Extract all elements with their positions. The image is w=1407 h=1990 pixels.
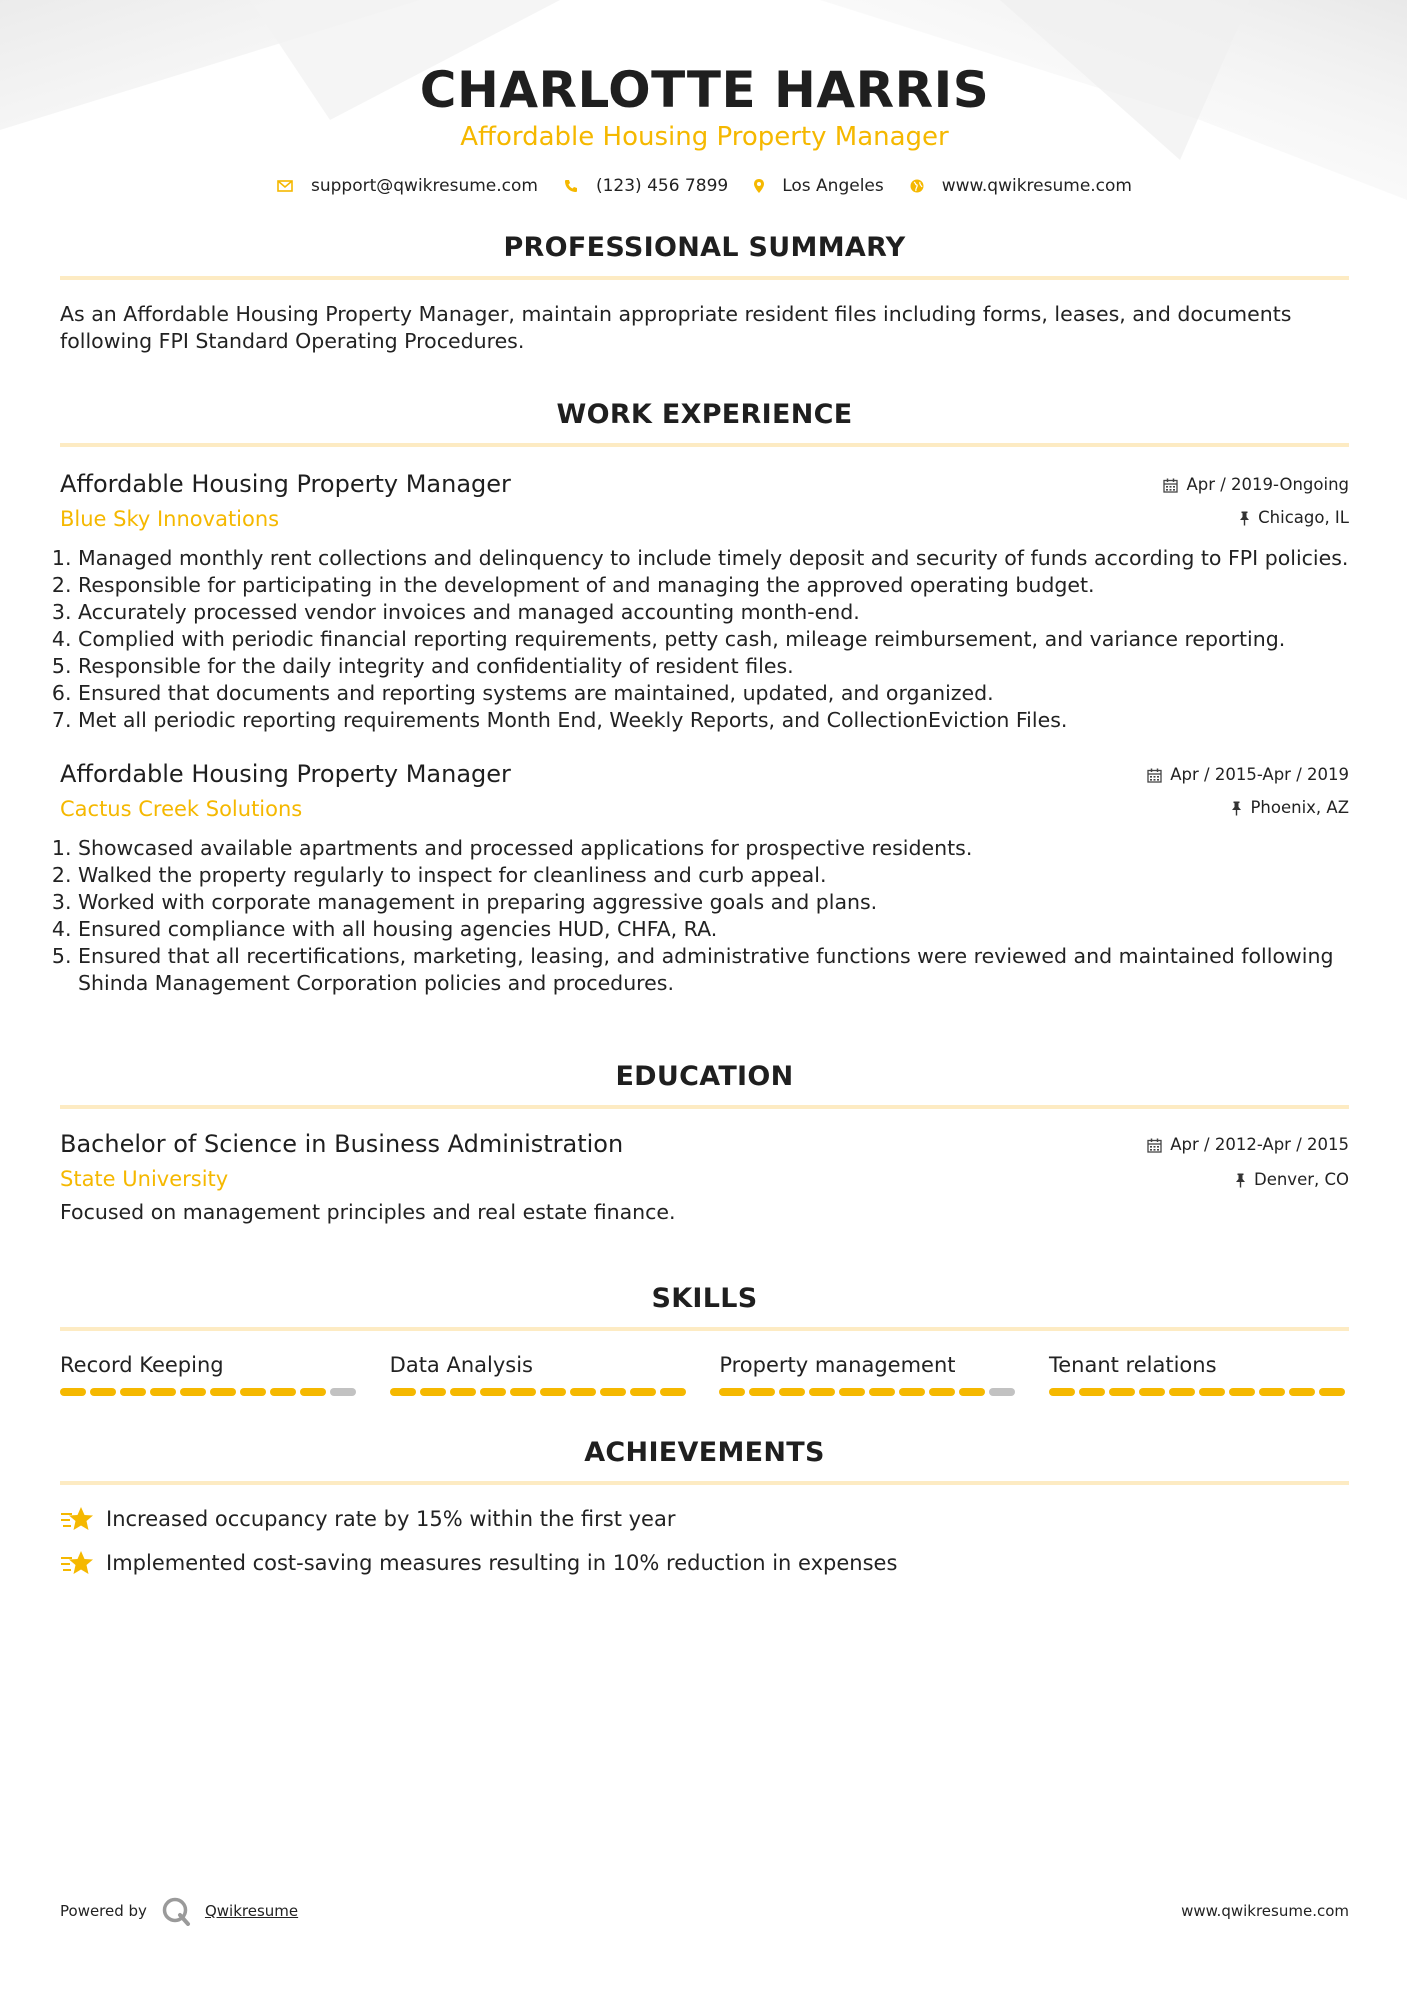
summary-heading: PROFESSIONAL SUMMARY	[503, 232, 906, 263]
calendar-icon	[1147, 1138, 1162, 1153]
skill-dot-empty	[330, 1388, 356, 1396]
skill-dot-filled	[1199, 1388, 1225, 1396]
job-entry	[60, 469, 1349, 734]
skill-dot-filled	[630, 1388, 656, 1396]
phone-text: (123) 456 7899	[595, 176, 729, 196]
skill-dot-filled	[929, 1388, 955, 1396]
resume-header	[60, 0, 1349, 196]
job-dates	[1147, 764, 1349, 786]
skill-dot-filled	[450, 1388, 476, 1396]
skill-item	[719, 1351, 1019, 1396]
list-item: 3. Worked with corporate management in preparing aggressive goals and plans.	[78, 889, 1349, 916]
skill-dot-filled	[809, 1388, 835, 1396]
skill-dot-filled	[420, 1388, 446, 1396]
list-item: 6. Ensured that documents and reporting systems are maintained, updated, and organized.	[78, 680, 1349, 707]
job-bullets	[60, 545, 1349, 734]
skill-dot-filled	[180, 1388, 206, 1396]
skill-dot-filled	[150, 1388, 176, 1396]
summary-text: As an Affordable Housing Property Manager, maintain appropriate resident files including forms, leases, and documents following FPI Standard Operating Procedures.	[60, 302, 1292, 353]
candidate-title: Affordable Housing Property Manager	[460, 122, 949, 152]
list-item: 7. Met all periodic reporting requirements Month End, Weekly Reports, and CollectionEviction Files.	[78, 707, 1349, 734]
job-location	[1163, 507, 1349, 529]
achievement-item	[60, 1505, 1349, 1533]
list-item: 1. Managed monthly rent collections and delinquency to include timely deposit and security of funds according to FPI policies.	[78, 545, 1349, 572]
contact-email[interactable]	[277, 176, 538, 196]
globe-icon	[910, 179, 924, 193]
contact-phone[interactable]	[564, 176, 728, 196]
skill-dot-filled	[270, 1388, 296, 1396]
skill-dot-filled	[1079, 1388, 1105, 1396]
job-location-text: Phoenix, AZ	[1250, 798, 1349, 817]
skill-dot-filled	[210, 1388, 236, 1396]
skill-dot-filled	[719, 1388, 745, 1396]
list-item: 5. Ensured that all recertifications, marketing, leasing, and administrative functions were reviewed and maintained following Shinda Management Corporation policies and procedures.	[78, 943, 1349, 997]
school-name: State University	[60, 1167, 229, 1191]
section-divider	[60, 1105, 1349, 1109]
list-item: 1. Showcased available apartments and processed applications for prospective residents.	[78, 835, 1349, 862]
skill-dot-filled	[1169, 1388, 1195, 1396]
experience-heading: WORK EXPERIENCE	[556, 399, 853, 430]
powered-by-label: Powered by	[60, 1902, 147, 1920]
skill-dot-filled	[660, 1388, 686, 1396]
list-item: 4. Complied with periodic financial reporting requirements, petty cash, mileage reimbursement, and variance reporting.	[78, 626, 1349, 653]
calendar-icon	[1147, 768, 1162, 783]
education-section	[60, 1060, 1349, 1226]
experience-section	[60, 398, 1349, 997]
skill-name: Tenant relations	[1048, 1353, 1217, 1377]
skill-dot-filled	[1109, 1388, 1135, 1396]
skill-rating	[390, 1388, 690, 1396]
skills-list	[60, 1351, 1349, 1396]
skill-dot-filled	[90, 1388, 116, 1396]
qwikresume-link[interactable]: Qwikresume	[204, 1902, 299, 1920]
candidate-name: CHARLOTTE HARRIS	[419, 61, 990, 119]
list-item: 3. Accurately processed vendor invoices and managed accounting month-end.	[78, 599, 1349, 626]
job-entry	[60, 759, 1349, 997]
skill-dot-filled	[839, 1388, 865, 1396]
skill-item	[1049, 1351, 1349, 1396]
section-divider	[60, 276, 1349, 280]
list-item: 5. Responsible for the daily integrity and confidentiality of resident files.	[78, 653, 1349, 680]
job-company: Cactus Creek Solutions	[60, 797, 303, 821]
skill-rating	[60, 1388, 360, 1396]
job-dates	[1163, 474, 1349, 496]
education-description: Focused on management principles and real estate finance.	[60, 1200, 676, 1224]
pushpin-icon	[1239, 511, 1250, 526]
page-footer	[60, 1896, 1349, 1926]
skill-dot-filled	[779, 1388, 805, 1396]
summary-section	[60, 231, 1349, 355]
skill-item	[60, 1351, 360, 1396]
section-divider	[60, 1481, 1349, 1485]
powered-by	[60, 1896, 298, 1926]
job-location	[1147, 797, 1349, 819]
skill-dot-filled	[300, 1388, 326, 1396]
skill-dot-filled	[959, 1388, 985, 1396]
skill-rating	[719, 1388, 1019, 1396]
skill-dot-filled	[600, 1388, 626, 1396]
list-item: 2. Walked the property regularly to inspect for cleanliness and curb appeal.	[78, 862, 1349, 889]
map-marker-icon	[754, 179, 764, 193]
skill-dot-filled	[1139, 1388, 1165, 1396]
skill-dot-filled	[1259, 1388, 1285, 1396]
achievement-text: Implemented cost-saving measures resulting in 10% reduction in expenses	[106, 1551, 898, 1575]
job-location-text: Chicago, IL	[1258, 508, 1349, 527]
education-location	[1147, 1169, 1349, 1191]
skills-section	[60, 1282, 1349, 1396]
skill-item	[390, 1351, 690, 1396]
shooting-star-icon	[60, 1505, 94, 1533]
skill-dot-filled	[570, 1388, 596, 1396]
achievement-text: Increased occupancy rate by 15% within the first year	[106, 1507, 676, 1531]
job-bullets	[60, 835, 1349, 997]
qwikresume-logo-icon	[161, 1896, 191, 1926]
job-title: Affordable Housing Property Manager	[60, 470, 511, 498]
email-text: support@qwikresume.com	[311, 176, 538, 196]
education-dates-text: Apr / 2012-Apr / 2015	[1170, 1135, 1349, 1154]
skill-dot-filled	[869, 1388, 895, 1396]
skill-name: Property management	[719, 1353, 956, 1377]
contact-website[interactable]	[910, 176, 1132, 196]
skill-dot-filled	[1319, 1388, 1345, 1396]
skill-rating	[1049, 1388, 1349, 1396]
skill-dot-filled	[899, 1388, 925, 1396]
contact-bar	[60, 176, 1349, 196]
skill-name: Record Keeping	[60, 1353, 224, 1377]
section-divider	[60, 1327, 1349, 1331]
education-location-text: Denver, CO	[1253, 1170, 1349, 1189]
calendar-icon	[1163, 478, 1178, 493]
job-dates-text: Apr / 2015-Apr / 2019	[1170, 765, 1349, 784]
skill-dot-filled	[1049, 1388, 1075, 1396]
education-dates	[1147, 1134, 1349, 1156]
phone-icon	[564, 179, 578, 193]
location-text: Los Angeles	[782, 176, 884, 196]
achievements-section	[60, 1436, 1349, 1577]
achievements-heading: ACHIEVEMENTS	[584, 1437, 825, 1468]
skill-dot-filled	[240, 1388, 266, 1396]
section-divider	[60, 443, 1349, 447]
footer-website[interactable]: www.qwikresume.com	[1181, 1902, 1349, 1920]
website-text: www.qwikresume.com	[941, 176, 1132, 196]
degree-title: Bachelor of Science in Business Administration	[60, 1130, 624, 1158]
skill-dot-filled	[1229, 1388, 1255, 1396]
pushpin-icon	[1235, 1173, 1246, 1188]
skill-dot-filled	[749, 1388, 775, 1396]
pushpin-icon	[1231, 801, 1242, 816]
skill-name: Data Analysis	[389, 1353, 533, 1377]
list-item: 4. Ensured compliance with all housing agencies HUD, CHFA, RA.	[78, 916, 1349, 943]
skill-dot-empty	[989, 1388, 1015, 1396]
skill-dot-filled	[120, 1388, 146, 1396]
job-company: Blue Sky Innovations	[60, 507, 280, 531]
skill-dot-filled	[390, 1388, 416, 1396]
job-title: Affordable Housing Property Manager	[60, 760, 511, 788]
job-dates-text: Apr / 2019-Ongoing	[1186, 475, 1349, 494]
skill-dot-filled	[1289, 1388, 1315, 1396]
list-item: 2. Responsible for participating in the development of and managing the approved operating budget.	[78, 572, 1349, 599]
shooting-star-icon	[60, 1549, 94, 1577]
skill-dot-filled	[510, 1388, 536, 1396]
envelope-icon	[277, 180, 293, 192]
education-heading: EDUCATION	[615, 1061, 794, 1092]
achievement-item	[60, 1549, 1349, 1577]
skills-heading: SKILLS	[651, 1283, 758, 1314]
skill-dot-filled	[540, 1388, 566, 1396]
skill-dot-filled	[60, 1388, 86, 1396]
contact-location	[754, 176, 884, 196]
skill-dot-filled	[480, 1388, 506, 1396]
